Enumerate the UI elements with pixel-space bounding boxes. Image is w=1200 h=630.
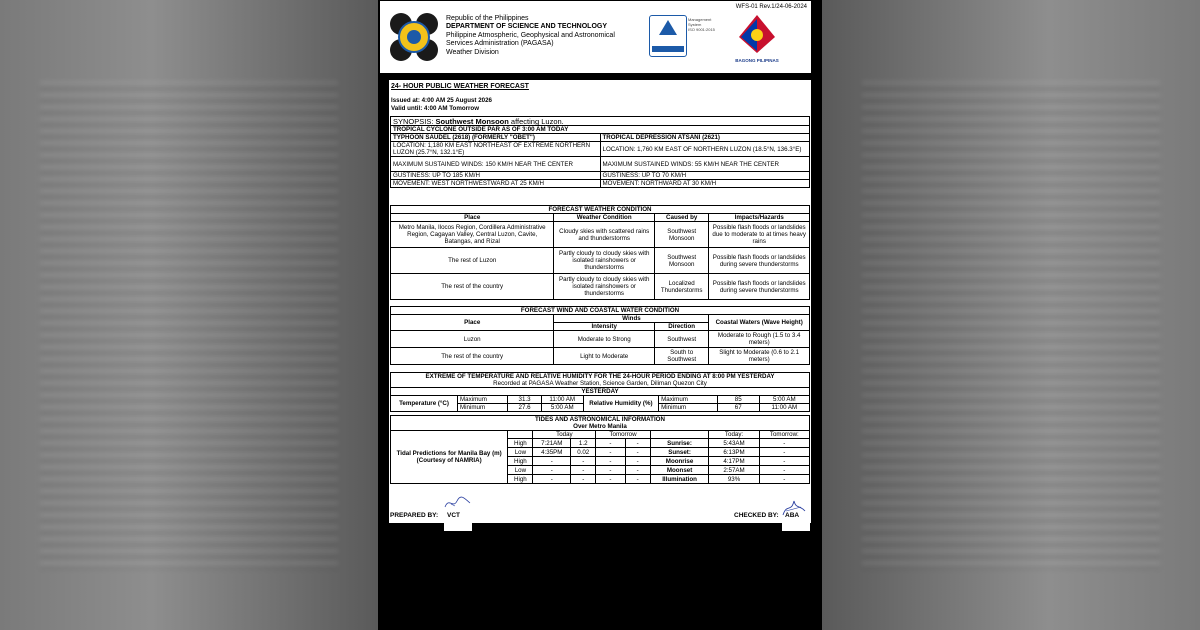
prepared-name-underlay (444, 523, 472, 531)
cert-line: Management (688, 17, 712, 22)
condition-cell: Partly cloudy to cloudy skies with isolated rainshowers or thunderstorms (554, 248, 655, 274)
tide-type: High (508, 457, 533, 466)
place-cell: The rest of the country (391, 348, 554, 365)
tide-tomorrow-header: Tomorrow (596, 431, 650, 439)
intensity-cell: Moderate to Strong (554, 331, 655, 348)
astro-tomorrow: - (759, 475, 809, 484)
temp-min-time: 5:00 AM (541, 404, 583, 412)
prepared-signature-icon (443, 495, 473, 511)
cert-line: ISO 9001:2015 (688, 27, 715, 32)
rh-min-label: Minimum (659, 404, 718, 412)
cyclone-gust: GUSTINESS: UP TO 70 KM/H (600, 172, 810, 180)
impact-cell: Possible flash floods or landslides during severe thunderstorms (709, 248, 810, 274)
extremes-table (390, 372, 810, 412)
direction-cell: Southwest (654, 331, 708, 348)
col-intensity: Intensity (554, 323, 655, 331)
bagong-pilipinas-logo-icon (735, 9, 779, 65)
forecast-title: 24- HOUR PUBLIC WEATHER FORECAST (391, 83, 529, 90)
table-row (391, 222, 810, 248)
astro-tomorrow: - (759, 466, 809, 475)
col-winds: Winds (554, 315, 709, 323)
tide-type: High (508, 439, 533, 448)
cause-cell: Localized Thunderstorms (654, 274, 708, 300)
cyclone-name: TROPICAL DEPRESSION ATSANI (2621) (600, 134, 810, 142)
org-line: Philippine Atmospheric, Geophysical and Astronomical (446, 31, 615, 39)
table-row (391, 248, 810, 274)
wind-coastal-table (390, 306, 810, 365)
col-place: Place (391, 315, 554, 331)
rh-min-value: 67 (717, 404, 759, 412)
prepared-by (390, 512, 438, 519)
tides-subheading: Over Metro Manila (573, 423, 627, 430)
cyclone-movement: MOVEMENT: NORTHWARD AT 30 KM/H (600, 180, 810, 188)
prepared-name: VCT (447, 512, 460, 519)
tide-time-tomorrow: - (596, 448, 625, 457)
forecast-paper (389, 80, 811, 489)
cyclone-location: LOCATION: 1,180 KM EAST NORTHEAST OF EXTREME NORTHERN LUZON (25.7°N, 132.1°E) (391, 142, 601, 157)
temp-min-value: 27.6 (508, 404, 542, 412)
rh-max-label: Maximum (659, 396, 718, 404)
place-cell: Metro Manila, Ilocos Region, Cordillera Administrative Region, Cagayan Valley, Central Luzon, Cavite, Batangas, and Rizal (391, 222, 554, 248)
astro-today-header: Today: (709, 431, 759, 439)
wind-heading: FORECAST WIND AND COASTAL WATER CONDITION (391, 307, 810, 315)
tide-height-tomorrow: - (625, 475, 650, 484)
astro-label: Sunrise: (650, 439, 709, 448)
checked-name-underlay (782, 523, 810, 531)
impact-cell: Possible flash floods or landslides during severe thunderstorms (709, 274, 810, 300)
cause-cell: Southwest Monsoon (654, 222, 708, 248)
impact-cell: Possible flash floods or landslides due to moderate to at times heavy rains (709, 222, 810, 248)
synopsis-rest: affecting Luzon. (508, 116, 564, 126)
tide-type: High (508, 475, 533, 484)
synopsis-row (391, 117, 810, 126)
temp-max-value: 31.3 (508, 396, 542, 404)
astro-today: 5:43AM (709, 439, 759, 448)
astro-label: Sunset: (650, 448, 709, 457)
tides-heading-cell (391, 416, 810, 431)
place-cell: The rest of Luzon (391, 248, 554, 274)
signature-strip (389, 489, 811, 523)
tide-time-tomorrow: - (596, 439, 625, 448)
humidity-label: Relative Humidity (%) (583, 396, 658, 412)
cyclone-winds: MAXIMUM SUSTAINED WINDS: 150 KM/H NEAR THE CENTER (391, 157, 601, 172)
cert-line: System (688, 22, 702, 27)
coastal-cell: Moderate to Rough (1.5 to 3.4 meters) (709, 331, 810, 348)
astro-tomorrow-header: Tomorrow: (759, 431, 809, 439)
col-impacts: Impacts/Hazards (709, 214, 810, 222)
weather-heading: FORECAST WEATHER CONDITION (391, 206, 810, 214)
prepared-name-wrap (447, 512, 460, 519)
tides-table (390, 415, 810, 484)
tide-type: Low (508, 448, 533, 457)
temp-min-label: Minimum (458, 404, 508, 412)
col-coastal: Coastal Waters (Wave Height) (709, 315, 810, 331)
place-cell: The rest of the country (391, 274, 554, 300)
tide-height-tomorrow: - (625, 448, 650, 457)
cyclone-name: TYPHOON SAUDEL (2618) (FORMERLY "OBET") (391, 134, 601, 142)
valid-until: Valid until: 4:00 AM Tomorrow (391, 105, 480, 112)
condition-cell: Cloudy skies with scattered rains and thunderstorms (554, 222, 655, 248)
astro-label: Illumination (650, 475, 709, 484)
issue-info (391, 97, 492, 113)
col-caused-by: Caused by (654, 214, 708, 222)
astro-label: Moonset (650, 466, 709, 475)
tc-heading: TROPICAL CYCLONE OUTSIDE PAR AS OF 3:00 AM TODAY (391, 126, 810, 134)
temp-max-time: 11:00 AM (541, 396, 583, 404)
blurred-background-right (822, 0, 1200, 630)
org-line: Weather Division (446, 48, 499, 56)
tide-time-today: - (533, 475, 571, 484)
astro-today: 93% (709, 475, 759, 484)
tide-height-today: 1.2 (571, 439, 596, 448)
astro-today: 4:17PM (709, 457, 759, 466)
astro-today: 2:57AM (709, 466, 759, 475)
org-line: Services Administration (PAGASA) (446, 40, 554, 48)
synopsis-system: Southwest Monsoon (435, 116, 509, 126)
coastal-cell: Slight to Moderate (0.6 to 2.1 meters) (709, 348, 810, 365)
tides-heading: TIDES AND ASTRONOMICAL INFORMATION (535, 416, 665, 423)
tide-height-today: - (571, 475, 596, 484)
tide-time-today: - (533, 457, 571, 466)
tide-time-today: - (533, 466, 571, 475)
checked-by (734, 512, 779, 519)
document-header (380, 1, 811, 73)
direction-cell: South to Southwest (654, 348, 708, 365)
yesterday-label: YESTERDAY (391, 388, 810, 396)
cause-cell: Southwest Monsoon (654, 248, 708, 274)
blurred-background-left (0, 0, 378, 630)
tide-height-today: - (571, 466, 596, 475)
synopsis-table (390, 116, 810, 188)
table-row (391, 274, 810, 300)
tide-height-tomorrow: - (625, 457, 650, 466)
astro-today: 6:13PM (709, 448, 759, 457)
tide-height-today: - (571, 457, 596, 466)
table-row (391, 396, 810, 404)
col-place: Place (391, 214, 554, 222)
tide-today-header: Today (533, 431, 596, 439)
astro-tomorrow: - (759, 457, 809, 466)
issued-at: Issued at: 4:00 AM 25 August 2026 (391, 97, 492, 104)
tide-height-tomorrow: - (625, 466, 650, 475)
place-cell: Luzon (391, 331, 554, 348)
astro-tomorrow: - (759, 448, 809, 457)
table-row (391, 348, 810, 365)
tidal-label: Tidal Predictions for Manila Bay (m) (Courtesy of NAMRIA) (391, 431, 508, 484)
tide-time-today: 7:21AM (533, 439, 571, 448)
tide-type: Low (508, 466, 533, 475)
col-direction: Direction (654, 323, 708, 331)
tide-time-tomorrow: - (596, 466, 625, 475)
org-line: DEPARTMENT OF SCIENCE AND TECHNOLOGY (446, 23, 608, 31)
tide-time-tomorrow: - (596, 457, 625, 466)
weather-condition-table (390, 205, 810, 300)
extremes-subheading: Recorded at PAGASA Weather Station, Science Garden, Diliman Quezon City (493, 380, 707, 387)
astro-label: Moonrise (650, 457, 709, 466)
col-condition: Weather Condition (554, 214, 655, 222)
synopsis-label: SYNOPSIS: (393, 116, 436, 126)
cyclone-gust: GUSTINESS: UP TO 185 KM/H (391, 172, 601, 180)
forecast-document (378, 0, 822, 630)
blank-cell (508, 431, 533, 439)
rh-min-time: 11:00 AM (759, 404, 809, 412)
tide-height-today: 0.02 (571, 448, 596, 457)
checked-label: CHECKED BY: (734, 512, 779, 519)
tuv-certification-icon (649, 15, 687, 57)
astro-tomorrow: - (759, 439, 809, 448)
checked-name: ABA (785, 512, 800, 519)
tide-time-today: 4:35PM (533, 448, 571, 457)
tide-height-tomorrow: - (625, 439, 650, 448)
cyclone-winds: MAXIMUM SUSTAINED WINDS: 55 KM/H NEAR THE CENTER (600, 157, 810, 172)
rh-max-time: 5:00 AM (759, 396, 809, 404)
condition-cell: Partly cloudy to cloudy skies with isolated rainshowers or thunderstorms (554, 274, 655, 300)
cyclone-location: LOCATION: 1,760 KM EAST OF NORTHERN LUZON (18.5°N, 136.3°E) (600, 142, 810, 157)
temp-max-label: Maximum (458, 396, 508, 404)
table-row (391, 331, 810, 348)
extremes-heading-cell (391, 373, 810, 388)
certification-text (688, 17, 728, 32)
temperature-label: Temperature (°C) (391, 396, 458, 412)
revision-code: WFS-01 Rev.1/24-06-2024 (735, 4, 807, 10)
organization-block (446, 15, 615, 57)
rh-max-value: 85 (717, 396, 759, 404)
blank-cell (650, 431, 709, 439)
tide-time-tomorrow: - (596, 475, 625, 484)
org-line: Republic of the Philippines (446, 15, 529, 22)
checked-signature-icon (781, 497, 807, 519)
cyclone-movement: MOVEMENT: WEST NORTHWESTWARD AT 25 KM/H (391, 180, 601, 188)
prepared-label: PREPARED BY: (390, 512, 439, 519)
bagong-pilipinas-text: BAGONG PILIPINAS (735, 58, 779, 63)
intensity-cell: Light to Moderate (554, 348, 655, 365)
extremes-heading: EXTREME OF TEMPERATURE AND RELATIVE HUMIDITY FOR THE 24-HOUR PERIOD ENDING AT 8:00 PM YESTERDAY (425, 373, 775, 380)
pagasa-logo-icon (388, 11, 440, 63)
